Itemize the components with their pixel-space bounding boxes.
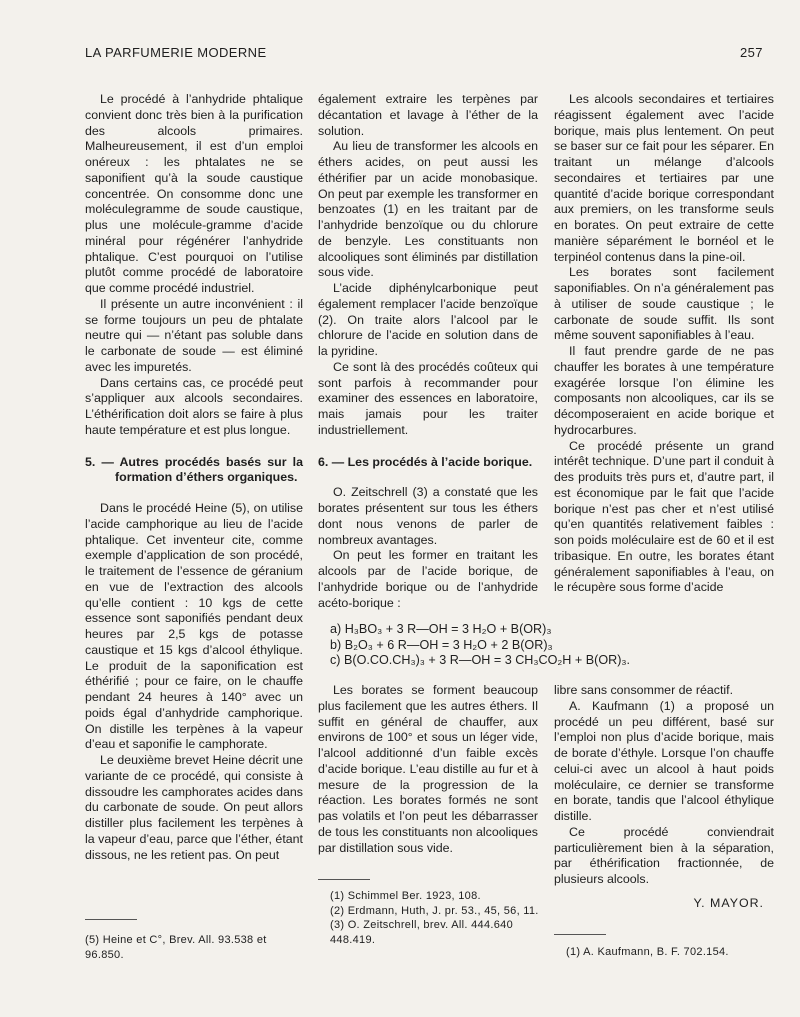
footnote: (2) Erdmann, Huth, J. pr. 53., 45, 56, 11.: [330, 904, 539, 917]
paragraph: Les borates se forment beaucoup plus facilement que les autres éthers. Il suffit en général de chauffer, aux environs de 100° et sous un léger vide, l’alcool additionné d’un faible excès d’acide borique. L’eau distille au fur et à mesure de la progression de la réaction. Les borates formés ne sont pas volatils et l’on peut les débarrasser de tous les constituants non alcooliques par distillation sous vide.: [318, 683, 538, 855]
column-3-lower: [554, 683, 774, 912]
footnote-divider: [318, 879, 370, 880]
paragraph: Les borates sont facilement saponifiables. On n’a généralement pas à utiliser de soude caustique ; le carbonate de soude suffit. Ils sont même souvent saponifiables à l’eau.: [554, 265, 774, 343]
page-number: 257: [740, 45, 763, 60]
section-heading-5: 5. — Autres procédés basés sur la formation d’éthers organiques.: [85, 454, 303, 485]
paragraph: Au lieu de transformer les alcools en éthers acides, on peut aussi les éthérifier par un acide monobasique. On peut par exemple les transformer en benzoates (1) en les traitant par de l’anhydride benzoïque ou du chlorure de benzyle. Les constituants non alcooliques sont éliminés par distillation sous vide.: [318, 139, 538, 280]
paragraph: Dans le procédé Heine (5), on utilise l’acide camphorique au lieu de l’acide phtalique. Cet inventeur cite, comme exemple d’application de son procédé, le traitement de l’essence de géranium en vue de l’extraction des alcools qu’elle contient : 10 kgs de cette essence sont saponifiés pendant deux heures par 2,5 kgs de potasse caustique et 15 kgs d’alcool éthylique. Le produit de la saponification est éthérifié ; pour ce faire, on le chauffe pendant 24 heures à 140° avec un poids égal d’anhydride camphorique. On distille les terpènes à la vapeur d’eau et saponifie le camphorate.: [85, 501, 303, 752]
footnotes: [330, 889, 540, 947]
paragraph: Il présente un autre inconvénient : il se forme toujours un peu de phtalate neutre qui — n’étant pas soluble dans le carbonate de soude — est éliminé avec les impuretés.: [85, 296, 303, 374]
equation-a: a) H₃BO₃ + 3 R—OH = 3 H₂O + B(OR)₃: [330, 622, 552, 636]
paragraph: Les alcools secondaires et tertiaires réagissent également avec l’acide borique, mais plus lentement. On peut se baser sur ce fait pour les séparer. En traitant un mélange d’alcools secondaires et tertiaires par une quantité d’acide borique correspondant aux premiers, on les transforme seuls en borates. On peut extraire de cette manière séparément le bornéol et le terpinéol contenus dans la pine-oil.: [554, 92, 774, 264]
paragraph: Le procédé à l’anhydride phtalique convient donc très bien à la purification des alcools primaires. Malheureusement, il est d’un emploi onéreux : les phtalates ne se saponifient qu’à la soude caustique concentrée. On consomme donc une moléculegramme de soude caustique, plus une molécule-gramme d’acide minéral pour régénérer l’anhydride phtalique. C’est pourquoi on l’utilise plutôt comme procédé de laboratoire que comme procédé industriel.: [85, 92, 303, 295]
footnote: (5) Heine et C°, Brev. All. 93.538 et 96.850.: [85, 934, 267, 961]
footnote: (1) Schimmel Ber. 1923, 108.: [330, 890, 481, 902]
section-heading-6: 6. — Les procédés à l’acide borique.: [318, 454, 533, 469]
column-3: [554, 92, 774, 596]
paragraph: également extraire les terpènes par décantation et lavage à l’éther de la solution.: [318, 92, 538, 138]
equations: [330, 622, 630, 669]
paragraph: L’acide diphénylcarbonique peut également remplacer l’acide benzoïque (2). On traite alors l’alcool par le chlorure de l’acide en solution dans de la pyridine.: [318, 281, 538, 358]
running-header: LA PARFUMERIE MODERNE: [85, 45, 267, 60]
footnote-divider: [554, 934, 606, 935]
footnote: (3) O. Zeitschrell, brev. All. 444.640 448.419.: [330, 919, 513, 946]
paragraph: O. Zeitschrell (3) a constaté que les borates présentent sur tous les éthers dont nous venons de parler de nombreux avantages.: [318, 485, 538, 547]
paragraph: Dans certains cas, ce procédé peut s’appliquer aux alcools secondaires. L’éthérification doit alors se faire à plus haute température et est plus longue.: [85, 375, 303, 437]
column-1: [85, 92, 303, 863]
paragraph: Ce procédé présente un grand intérêt technique. D’une part il conduit à des produits très purs et, d’autre part, il est économique par le fait que l’acide borique n’est pas cher et n’est utilisé qu’en quantités relativement faibles : son poids moléculaire est de 60 et il est tribasique. En outre, les borates étant généralement saponifiables à l’eau, on le récupère sous forme d’acide: [554, 438, 774, 595]
paragraph: Il faut prendre garde de ne pas chauffer les borates à une température exagérée lorsque l’on élimine les composants non alcooliques, car ils se décomposeraient en acide borique et hydrocarbures.: [554, 344, 774, 437]
footnote: (1) A. Kaufmann, B. F. 702.154.: [566, 946, 729, 958]
footnote-divider: [85, 919, 137, 920]
paragraph: A. Kaufmann (1) a proposé un procédé un peu différent, basé sur l’emploi non plus d’acide borique, mais de borate d’éthyle. Lorsque l’on chauffe celui-ci avec un alcool à haut poids moléculaire, ce dernier se transforme en borate, tandis que l’alcool éthylique distille.: [554, 698, 774, 823]
equation-c: c) B(O.CO.CH₃)₃ + 3 R—OH = 3 CH₃CO₂H + B(OR)₃.: [330, 653, 631, 667]
paragraph: On peut les former en traitant les alcools par de l’acide borique, de l’anhydride borique ou de l’anhydride acéto-borique :: [318, 548, 538, 610]
author-signature: Y. MAYOR.: [693, 895, 764, 910]
paragraph: Ce procédé conviendrait particulièrement bien à la séparation, par éthérification fractionnée, de plusieurs alcools.: [554, 824, 774, 886]
paragraph: Le deuxième brevet Heine décrit une variante de ce procédé, qui consiste à dissoudre les camphorates acides dans du carbonate de soude. On peut allors distiller plus facilement les terpènes à la vapeur d’eau, parce que l’éther, étant dissous, ne les retient pas. On peut: [85, 753, 303, 862]
paragraph: libre sans consommer de réactif.: [554, 683, 734, 697]
column-2: [318, 92, 538, 611]
paragraph: Ce sont là des procédés coûteux qui sont parfois à recommander pour examiner des essences en laboratoire, mais jamais pour les traiter industriellement.: [318, 359, 538, 437]
column-2-lower: [318, 683, 538, 856]
equation-b: b) B₂O₃ + 6 R—OH = 3 H₂O + 2 B(OR)₃: [330, 637, 553, 652]
